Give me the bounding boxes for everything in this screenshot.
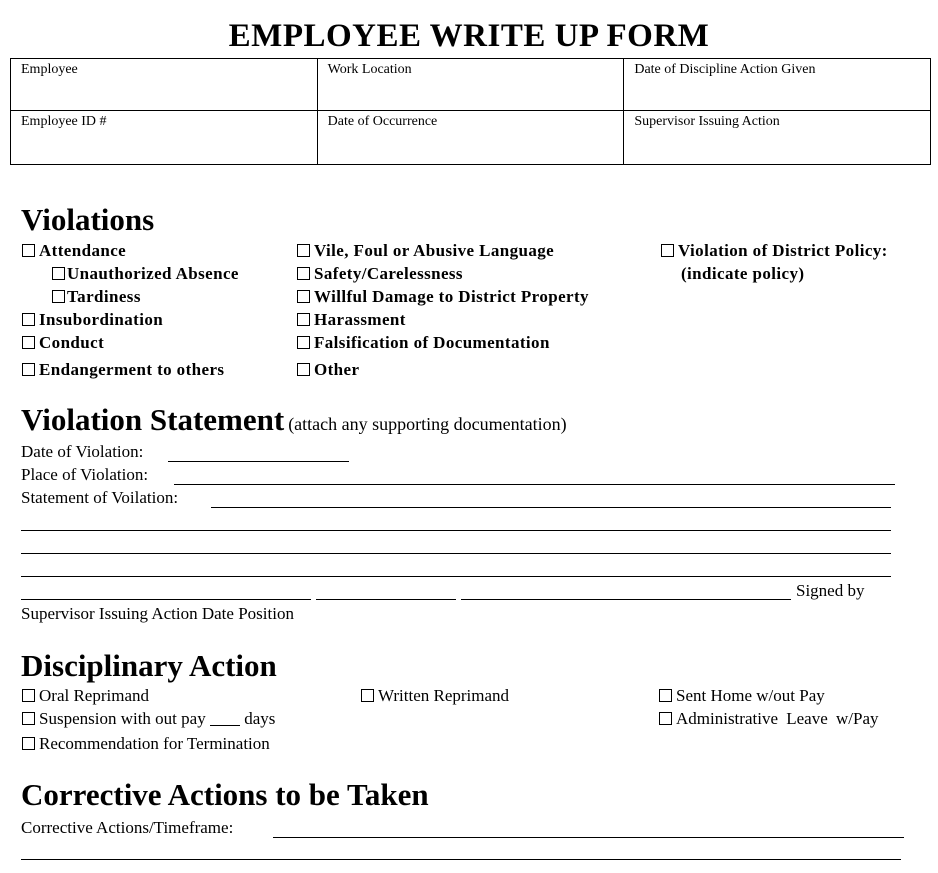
checkbox[interactable] [22,336,35,349]
statement-field-line[interactable] [211,507,891,508]
violation-attendance[interactable]: Attendance [22,241,126,261]
place-of-violation-label: Place of Violation: [21,465,149,484]
violation-insubordination[interactable]: Insubordination [22,310,163,330]
checkbox[interactable] [659,689,672,702]
checkbox[interactable] [297,290,310,303]
employee-id-cell[interactable] [11,111,318,165]
date-of-violation-field[interactable] [168,461,349,462]
violation-falsification[interactable]: Falsification of Documentation [297,333,550,353]
violation-tardiness[interactable]: Tardiness [52,287,141,307]
signature-field[interactable] [21,599,311,600]
discipline-date-cell[interactable] [624,59,931,111]
date-of-violation-label: Date of Violation: [21,442,144,461]
checkbox[interactable] [52,290,65,303]
occurrence-date-label: Date of Occurrence [327,114,438,129]
statement-note: (attach any supporting documentation) [288,414,567,434]
action-oral-reprimand[interactable]: Oral Reprimand [22,686,149,706]
violation-district-policy[interactable]: Violation of District Policy: [661,241,888,261]
discipline-date-label: Date of Discipline Action Given [634,62,816,77]
checkbox[interactable] [52,267,65,280]
violation-policy-note: (indicate policy) [681,264,805,283]
corrective-heading: Corrective Actions to be Taken [21,777,429,812]
signature-caption: Supervisor Issuing Action Date Position [21,604,294,623]
checkbox[interactable] [297,244,310,257]
checkbox[interactable] [22,712,35,725]
signed-by-label: Signed by [796,581,865,600]
form-title: EMPLOYEE WRITE UP FORM [228,18,710,54]
violations-heading: Violations [21,202,155,237]
violation-abusive-language[interactable]: Vile, Foul or Abusive Language [297,241,554,261]
statement-label: Statement of Voilation: [21,488,179,507]
checkbox[interactable] [661,244,674,257]
work-location-cell[interactable] [317,59,624,111]
violation-willful-damage[interactable]: Willful Damage to District Property [297,287,589,307]
signature-date-field[interactable] [316,599,456,600]
violation-endangerment[interactable]: Endangerment to others [22,360,224,380]
employee-cell[interactable] [11,59,318,111]
occurrence-date-cell[interactable] [317,111,624,165]
violation-safety[interactable]: Safety/Carelessness [297,264,463,284]
violation-conduct[interactable]: Conduct [22,333,104,353]
checkbox[interactable] [297,267,310,280]
checkbox[interactable] [22,244,35,257]
corrective-label: Corrective Actions/Timeframe: [21,818,234,837]
checkbox[interactable] [297,313,310,326]
violation-unauthorized-absence[interactable]: Unauthorized Absence [52,264,239,284]
action-written-reprimand[interactable]: Written Reprimand [361,686,509,706]
checkbox[interactable] [659,712,672,725]
action-sent-home[interactable]: Sent Home w/out Pay [659,686,825,706]
place-of-violation-field[interactable] [174,484,895,485]
employee-id-label: Employee ID # [21,114,107,129]
checkbox[interactable] [22,313,35,326]
statement-field-line[interactable] [21,530,891,531]
checkbox[interactable] [297,336,310,349]
employee-label: Employee [21,62,78,77]
signature-position-field[interactable] [461,599,791,600]
checkbox[interactable] [22,689,35,702]
statement-heading-row [21,402,567,438]
action-admin-leave[interactable]: Administrative Leave w/Pay [659,709,879,729]
violation-harassment[interactable]: Harassment [297,310,406,330]
suspension-days-field[interactable] [210,711,240,726]
header-table [10,58,931,165]
statement-heading: Violation Statement [21,402,285,437]
checkbox[interactable] [297,363,310,376]
statement-field-line[interactable] [21,576,891,577]
violation-other[interactable]: Other [297,360,359,380]
work-location-label: Work Location [327,62,412,77]
action-suspension[interactable]: Suspension with out pay days [22,709,275,729]
action-termination[interactable]: Recommendation for Termination [22,734,270,754]
corrective-field-line[interactable] [273,837,904,838]
checkbox[interactable] [22,737,35,750]
supervisor-cell[interactable] [624,111,931,165]
statement-field-line[interactable] [21,553,891,554]
checkbox[interactable] [361,689,374,702]
corrective-field-line[interactable] [21,859,901,860]
checkbox[interactable] [22,363,35,376]
supervisor-label: Supervisor Issuing Action [634,114,780,129]
disciplinary-heading: Disciplinary Action [21,648,277,683]
